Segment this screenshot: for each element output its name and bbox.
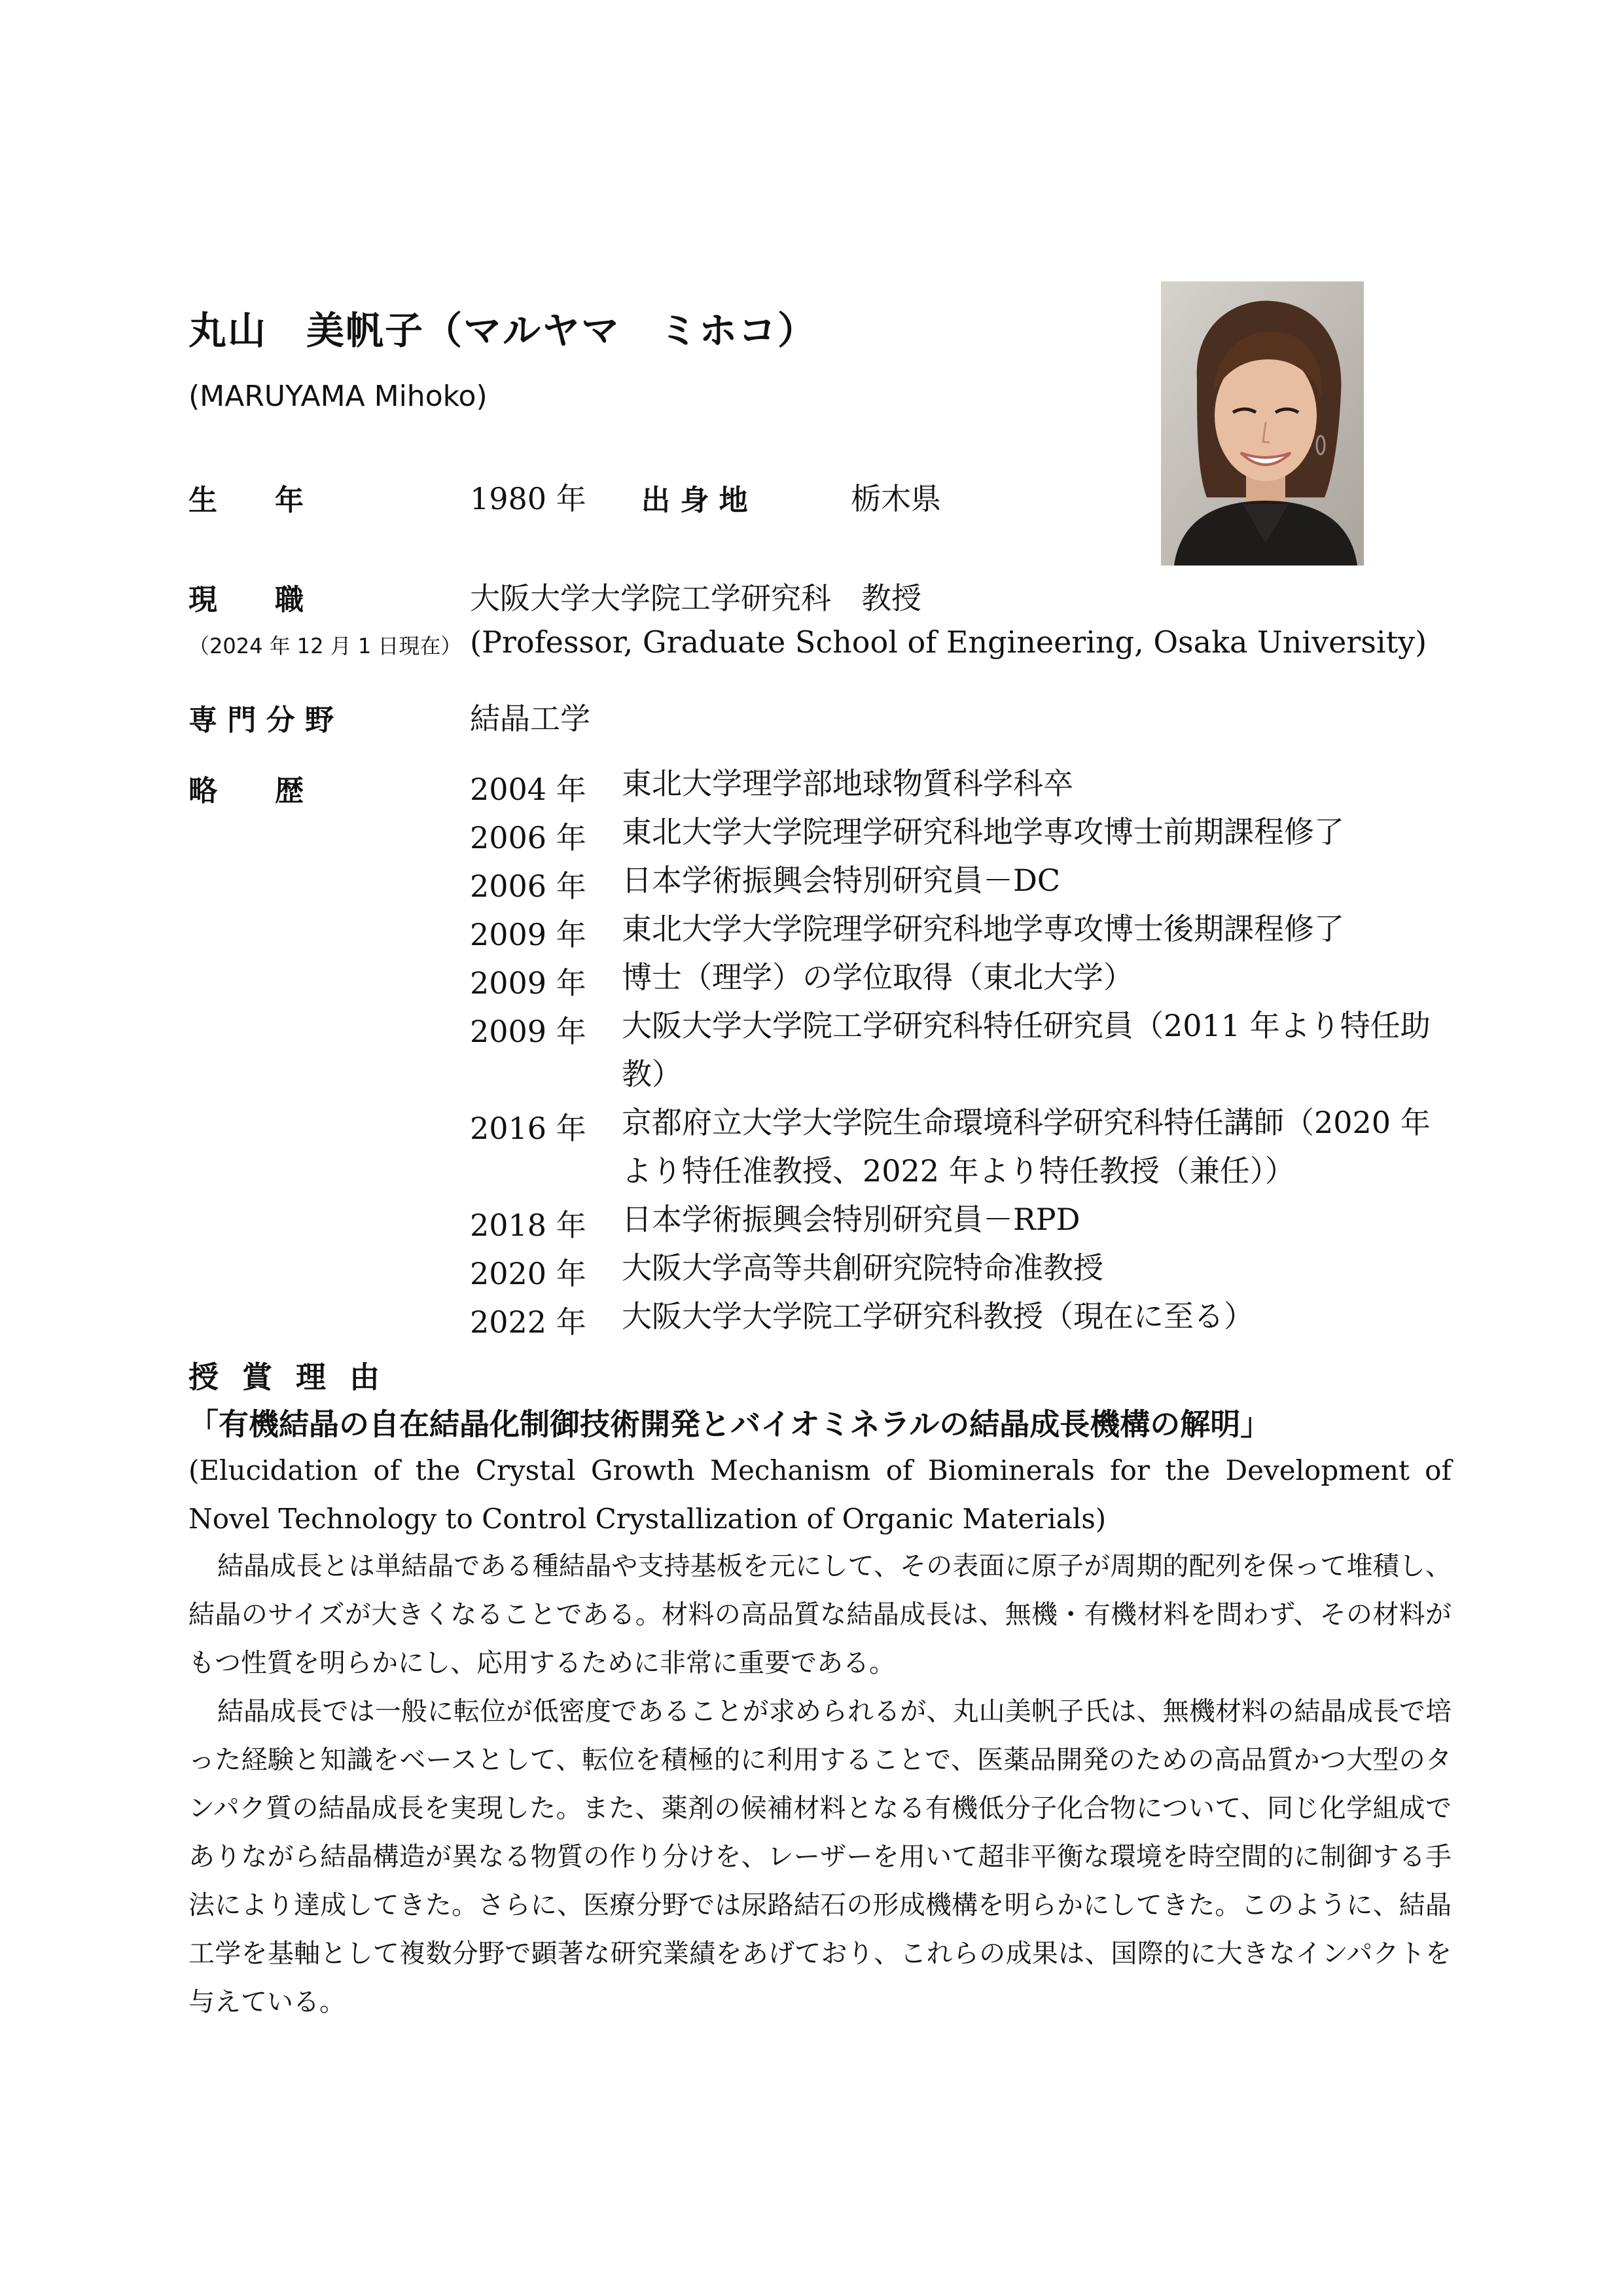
- award-reason-heading: 授 賞 理 由: [188, 1359, 387, 1395]
- position-value-japanese: 大阪大学大学院工学研究科 教授: [470, 581, 921, 616]
- history-year: 2018 年: [470, 1208, 586, 1243]
- history-label: 略 歴: [188, 774, 304, 808]
- history-year: 2020 年: [470, 1256, 586, 1291]
- birth-year-label: 生 年: [188, 484, 304, 517]
- history-year: 2016 年: [470, 1111, 586, 1146]
- history-year: 2006 年: [470, 869, 586, 904]
- history-text: 東北大学大学院理学研究科地学専攻博士前期課程修了: [622, 814, 1344, 850]
- history-year: 2006 年: [470, 820, 586, 855]
- award-paragraph: 結晶成長では一般に転位が低密度であることが求められるが、丸山美帆子氏は、無機材料の結晶成長で培った経験と知識をベースとして、転位を積極的に利用することで、医薬品開発のための高品質かつ大型のタンパク質の結晶成長を実現した。また、薬剤の候補材料となる有機低分子化合物について、同じ化学組成でありながら結晶構造が異なる物質の作り分けを、レーザーを用いて超非平衡な環境を時空間的に制御する手法により達成してきた。さらに、医療分野では尿路結石の形成機構を明らかにしてきた。このように、結晶工学を基軸として複数分野で顕著な研究業績をあげており、これらの成果は、国際的に大きなインパクトを与えている。: [188, 1696, 1452, 2017]
- birth-year-value: 1980 年: [470, 481, 586, 516]
- history-text: 大阪大学高等共創研究院特命准教授: [622, 1250, 1103, 1285]
- award-title-japanese: 「有機結晶の自在結晶化制御技術開発とバイオミネラルの結晶成長機構の解明」: [188, 1407, 1271, 1442]
- portrait-photo: [1161, 281, 1364, 565]
- specialty-label: 専 門 分 野: [188, 704, 334, 737]
- history-year: 2009 年: [470, 965, 586, 1001]
- history-text: 東北大学大学院理学研究科地学専攻博士後期課程修了: [622, 911, 1344, 946]
- award-paragraph: 結晶成長とは単結晶である種結晶や支持基板を元にして、その表面に原子が周期的配列を保って堆積し、結晶のサイズが大きくなることである。材料の高品質な結晶成長は、無機・有機材料を問わず、その材料がもつ性質を明らかにし、応用するために非常に重要である。: [188, 1551, 1452, 1678]
- position-value-english: (Professor, Graduate School of Engineering, Osaka University): [470, 624, 1427, 660]
- history-year: 2009 年: [470, 917, 586, 952]
- history-text: 大阪大学大学院工学研究科教授（現在に至る）: [622, 1299, 1254, 1334]
- position-as-of-date: （2024 年 12 月 1 日現在）: [188, 634, 462, 658]
- history-text: 博士（理学）の学位取得（東北大学）: [622, 960, 1133, 995]
- history-year: 2009 年: [470, 1014, 586, 1049]
- birthplace-value: 栃木県: [851, 481, 941, 516]
- specialty-value: 結晶工学: [470, 701, 590, 736]
- award-title-english: (Elucidation of the Crystal Growth Mechanism of Biominerals for the Development of Novel Technology to Control Crystallization of Organic Materials): [188, 1454, 1452, 1535]
- person-name-english: (MARUYAMA Mihoko): [188, 380, 488, 413]
- history-year: 2022 年: [470, 1304, 586, 1340]
- history-text: 京都府立大学大学院生命環境科学研究科特任講師（2020 年より特任准教授、2022 年より特任教授（兼任））: [622, 1105, 1431, 1189]
- history-text: 日本学術振興会特別研究員－DC: [622, 863, 1061, 898]
- history-text: 日本学術振興会特別研究員－RPD: [622, 1202, 1080, 1237]
- birthplace-label: 出 身 地: [641, 484, 748, 517]
- history-year: 2004 年: [470, 772, 586, 807]
- position-label: 現 職: [188, 583, 304, 617]
- history-text: 東北大学理学部地球物質科学科卒: [622, 766, 1073, 801]
- history-text: 大阪大学大学院工学研究科特任研究員（2011 年より特任助教）: [622, 1008, 1431, 1092]
- person-name-japanese: 丸山 美帆子（マルヤマ ミホコ）: [188, 308, 817, 353]
